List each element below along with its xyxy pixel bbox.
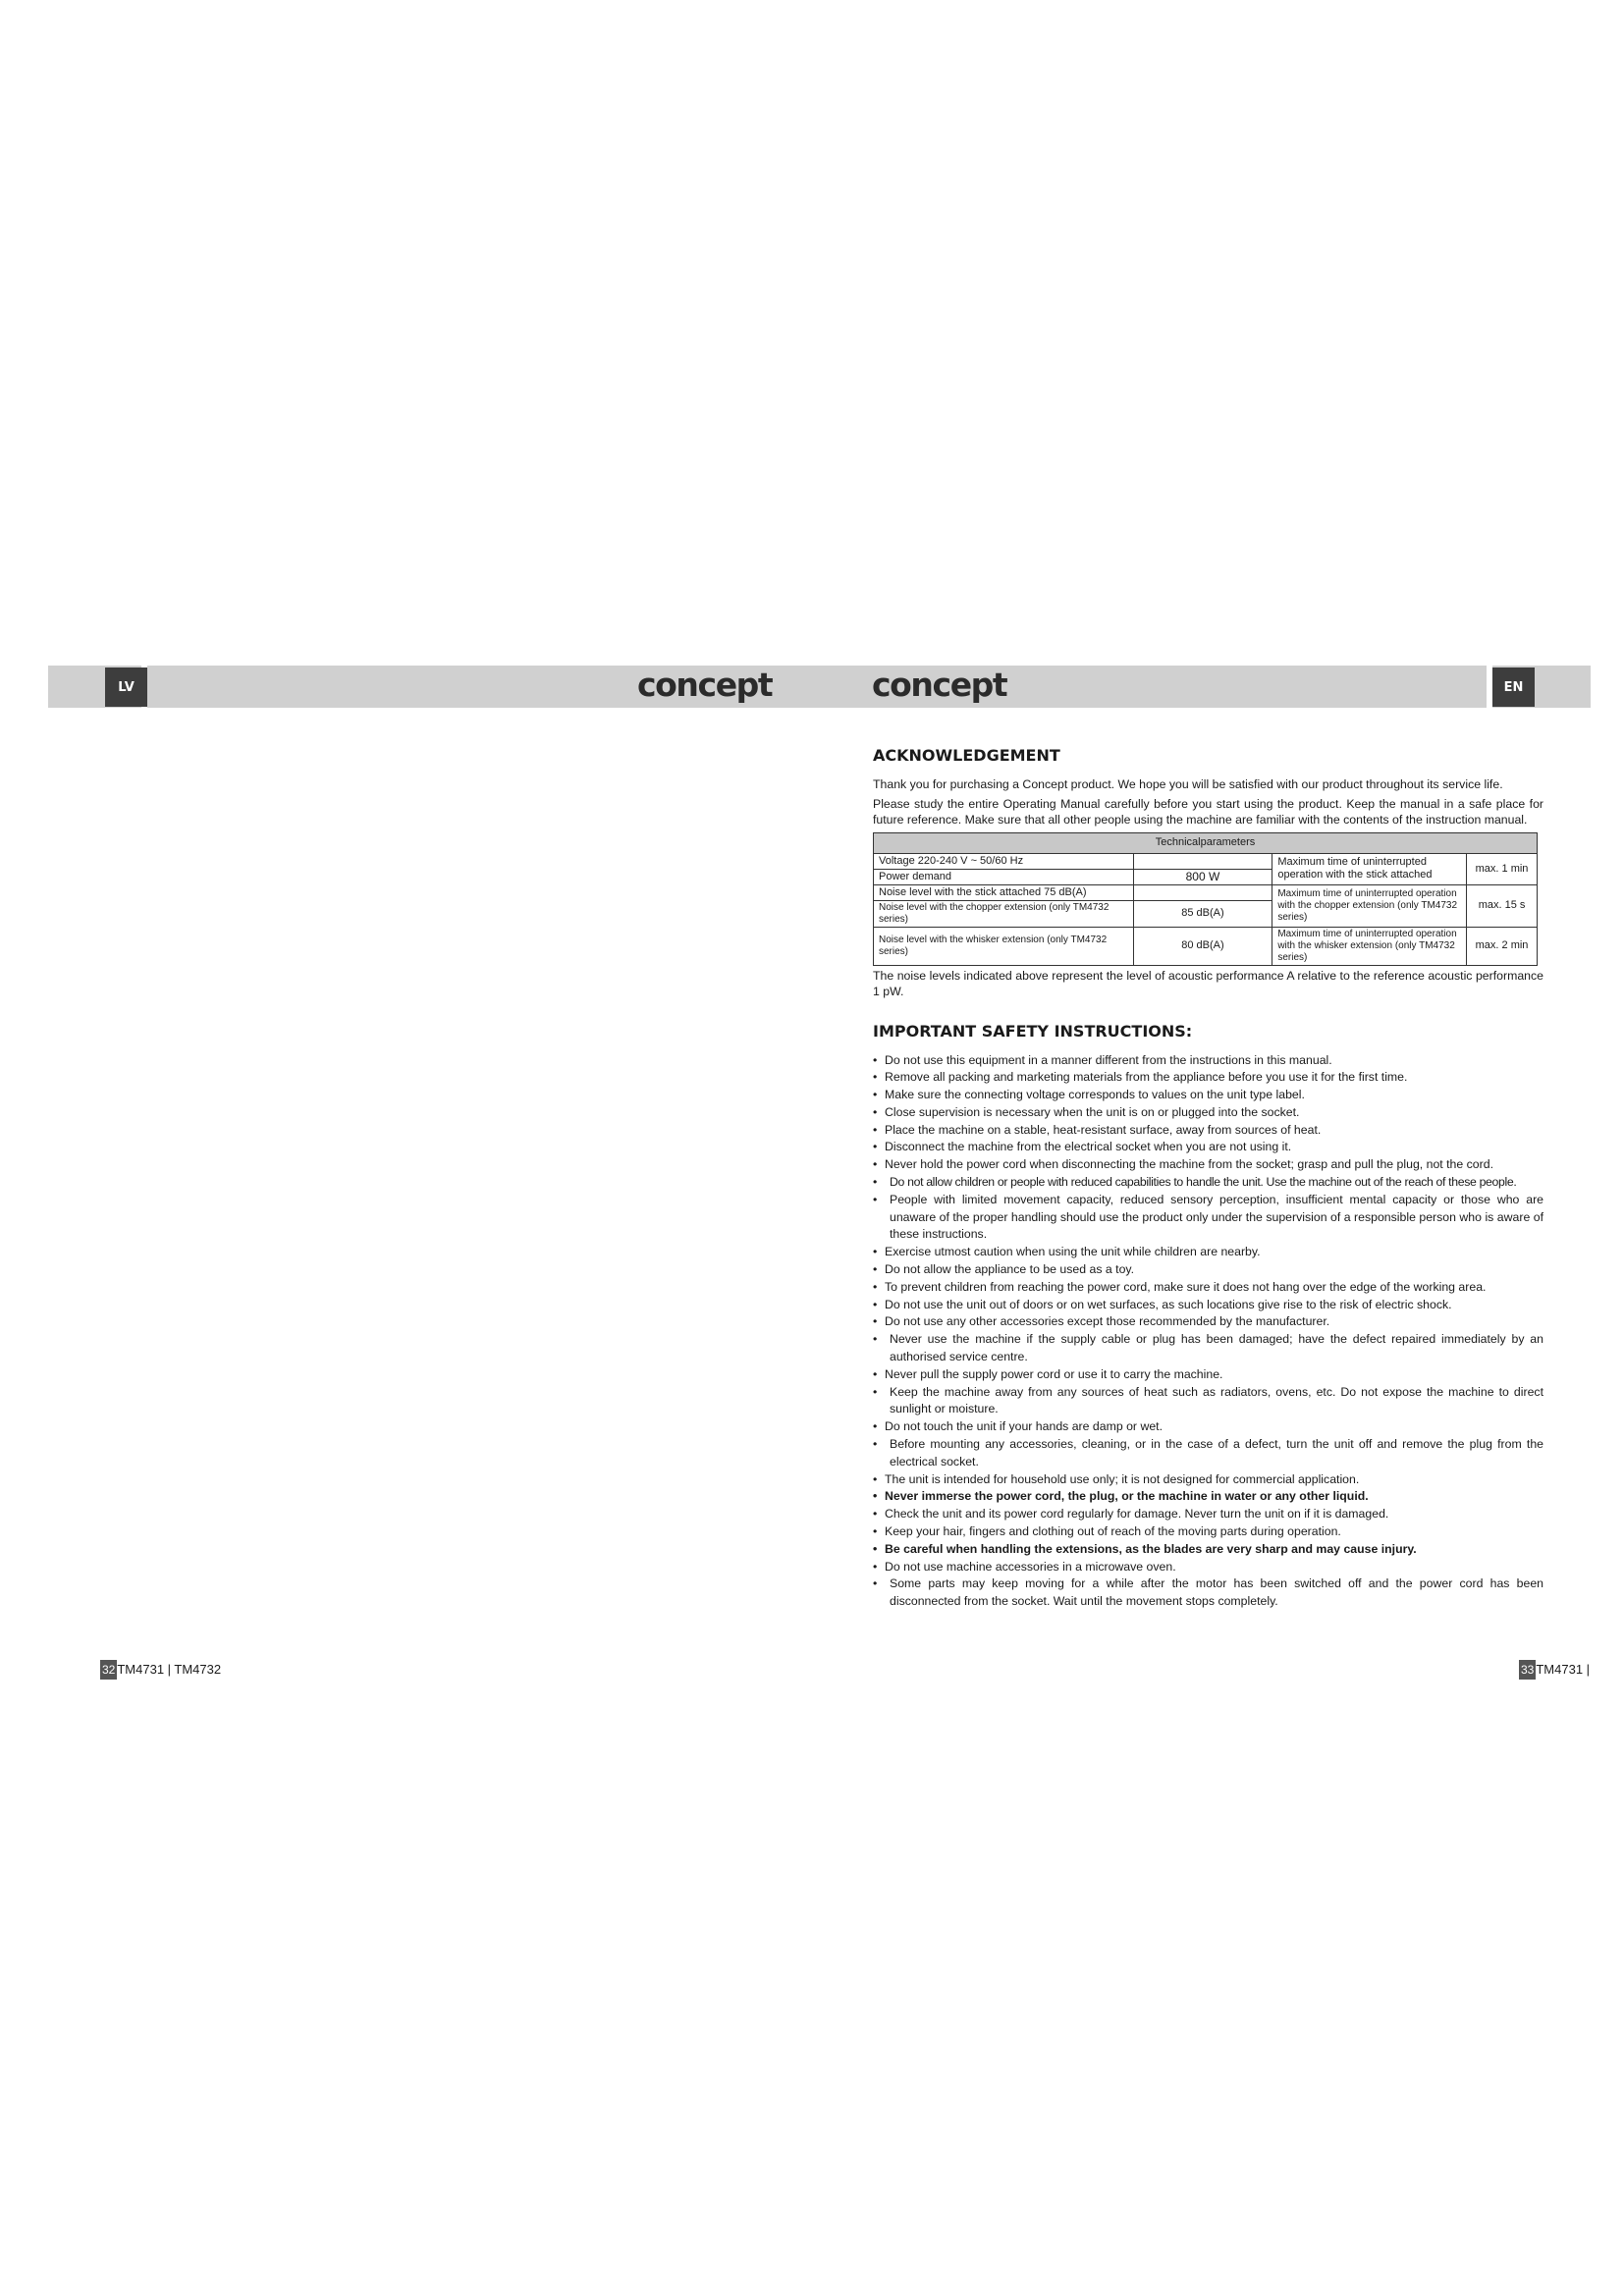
table-cell <box>1133 853 1272 869</box>
table-cell: 800 W <box>1133 869 1272 884</box>
list-item: • Do not allow the appliance to be used as a toy. <box>873 1261 1543 1279</box>
list-item: • To prevent children from reaching the power cord, make sure it does not hang over the edge of the working area. <box>873 1279 1543 1297</box>
table-cell: Maximum time of uninterrupted operation with the whisker extension (only TM4732 series) <box>1272 927 1467 965</box>
list-item: • Never use the machine if the supply cable or plug has been damaged; have the defect repaired immediately by an authorised service centre. <box>873 1331 1543 1366</box>
safety-list <box>873 1052 1543 1612</box>
list-item: • Close supervision is necessary when the unit is on or plugged into the socket. <box>873 1104 1543 1122</box>
noise-note: The noise levels indicated above represent the level of acoustic performance A relative to the reference acoustic performance 1 pW. <box>873 968 1543 998</box>
list-item: • Do not use any other accessories except those recommended by the manufacturer. <box>873 1313 1543 1331</box>
table-header: Technicalparameters <box>874 832 1538 853</box>
brand-logo-right: concept <box>872 666 1007 704</box>
list-item: • Disconnect the machine from the electrical socket when you are not using it. <box>873 1139 1543 1156</box>
table-cell: max. 2 min <box>1467 927 1538 965</box>
page-content-en <box>873 746 1543 1611</box>
footer-right <box>1519 1660 1590 1680</box>
acknowledgement-paragraph: Please study the entire Operating Manual carefully before you start using the product. Keep the manual in a safe place for future reference. Make sure that all other people using the machine are familiar with the contents of the instruction manual. <box>873 796 1543 827</box>
table-cell: 85 dB(A) <box>1133 900 1272 927</box>
table-cell: Voltage 220-240 V ~ 50/60 Hz <box>874 853 1134 869</box>
page-number: 33 <box>1519 1660 1536 1680</box>
table-cell: Maximum time of uninterrupted operation with the chopper extension (only TM4732 series) <box>1272 884 1467 927</box>
footer-models: TM4731 | <box>1536 1662 1591 1677</box>
list-item: • Place the machine on a stable, heat-resistant surface, away from sources of heat. <box>873 1122 1543 1140</box>
header-band <box>48 666 1591 708</box>
list-item: • People with limited movement capacity, reduced sensory perception, insufficient mental capacity or those who are unaware of the proper handling should use the product only under the supervision of a responsible person who is aware of these instructions. <box>873 1192 1543 1244</box>
table-cell: max. 15 s <box>1467 884 1538 927</box>
safety-heading: IMPORTANT SAFETY INSTRUCTIONS: <box>873 1021 1193 1041</box>
list-item: • Be careful when handling the extensions, as the blades are very sharp and may cause injury. <box>873 1541 1543 1559</box>
technical-parameters-table <box>873 832 1538 966</box>
list-item: • Never immerse the power cord, the plug, or the machine in water or any other liquid. <box>873 1488 1543 1506</box>
table-cell: 80 dB(A) <box>1133 927 1272 965</box>
list-item: • Do not use the unit out of doors or on wet surfaces, as such locations give rise to the risk of electric shock. <box>873 1297 1543 1314</box>
list-item: • Never pull the supply power cord or use it to carry the machine. <box>873 1366 1543 1384</box>
table-cell: Noise level with the stick attached 75 dB(A) <box>874 884 1134 900</box>
list-item: • The unit is intended for household use only; it is not designed for commercial application. <box>873 1471 1543 1489</box>
table-cell: max. 1 min <box>1467 853 1538 884</box>
table-cell: Noise level with the chopper extension (only TM4732 series) <box>874 900 1134 927</box>
list-item: • Check the unit and its power cord regularly for damage. Never turn the unit on if it is damaged. <box>873 1506 1543 1523</box>
list-item: • Do not touch the unit if your hands are damp or wet. <box>873 1418 1543 1436</box>
acknowledgement-heading: ACKNOWLEDGEMENT <box>873 746 1060 765</box>
table-cell: Power demand <box>874 869 1134 884</box>
acknowledgement-paragraph: Thank you for purchasing a Concept product. We hope you will be satisfied with our product throughout its service life. <box>873 777 1503 791</box>
list-item: • Keep the machine away from any sources of heat such as radiators, ovens, etc. Do not expose the machine to direct sunlight or moisture. <box>873 1384 1543 1419</box>
table-cell: Noise level with the whisker extension (only TM4732 series) <box>874 927 1134 965</box>
footer-models: TM4731 | TM4732 <box>117 1662 222 1677</box>
footer-left <box>100 1660 221 1680</box>
table-cell <box>1133 884 1272 900</box>
list-item: • Do not use machine accessories in a microwave oven. <box>873 1559 1543 1576</box>
list-item: • Some parts may keep moving for a while after the motor has been switched off and the power cord has been disconnected from the socket. Wait until the movement stops completely. <box>873 1575 1543 1611</box>
brand-logo-left: concept <box>637 666 773 704</box>
list-item: • Do not use this equipment in a manner different from the instructions in this manual. <box>873 1052 1543 1070</box>
language-badge-left: LV <box>105 667 147 707</box>
list-item: • Make sure the connecting voltage corresponds to values on the unit type label. <box>873 1087 1543 1104</box>
list-item: • Do not allow children or people with reduced capabilities to handle the unit. Use the machine out of the reach of these people. <box>873 1174 1543 1192</box>
list-item: • Keep your hair, fingers and clothing out of reach of the moving parts during operation. <box>873 1523 1543 1541</box>
language-badge-right: EN <box>1492 667 1535 707</box>
table-cell: Maximum time of uninterrupted operation with the stick attached <box>1272 853 1467 884</box>
page-number: 32 <box>100 1660 117 1680</box>
list-item: • Before mounting any accessories, cleaning, or in the case of a defect, turn the unit off and remove the plug from the electrical socket. <box>873 1436 1543 1471</box>
list-item: • Remove all packing and marketing materials from the appliance before you use it for the first time. <box>873 1069 1543 1087</box>
list-item: • Exercise utmost caution when using the unit while children are nearby. <box>873 1244 1543 1261</box>
list-item: • Never hold the power cord when disconnecting the machine from the socket; grasp and pull the plug, not the cord. <box>873 1156 1543 1174</box>
